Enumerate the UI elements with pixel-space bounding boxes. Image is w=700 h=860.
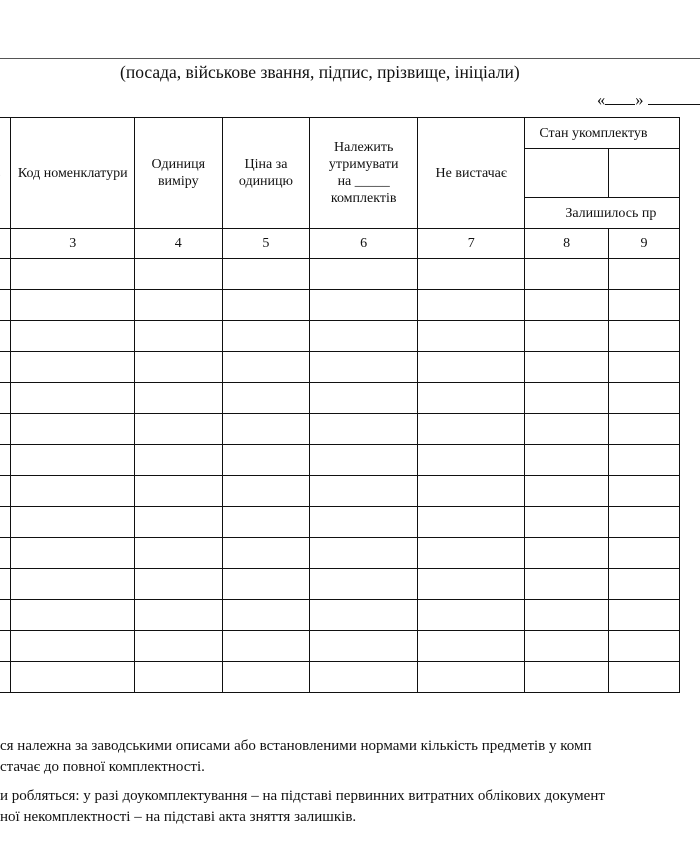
- table-cell[interactable]: [11, 662, 135, 693]
- table-cell[interactable]: [608, 631, 679, 662]
- table-cell[interactable]: [525, 538, 609, 569]
- table-row: [0, 445, 680, 476]
- caption-text: (посада, військове звання, підпис, прізвище, ініціали): [120, 62, 520, 82]
- footnote-line-1: ся належна за заводськими описами або встановленими нормами кількість предметів у комп: [0, 738, 592, 754]
- table-cell[interactable]: [11, 414, 135, 445]
- table-cell[interactable]: [134, 445, 222, 476]
- table-cell[interactable]: [608, 662, 679, 693]
- table-cell[interactable]: [525, 383, 609, 414]
- table-cell[interactable]: [0, 259, 11, 290]
- table-cell[interactable]: [608, 414, 679, 445]
- table-cell[interactable]: [134, 538, 222, 569]
- table-cell[interactable]: [222, 662, 310, 693]
- table-cell[interactable]: [310, 445, 418, 476]
- table-cell[interactable]: [608, 445, 679, 476]
- table-row: [0, 662, 680, 693]
- header-cell-state: Стан укомплектув: [525, 118, 680, 149]
- table-cell[interactable]: [418, 290, 525, 321]
- footnote-line-2: стачає до повної комплектності.: [0, 759, 205, 775]
- table-cell[interactable]: [525, 352, 609, 383]
- table-cell[interactable]: [418, 321, 525, 352]
- table-cell[interactable]: [418, 600, 525, 631]
- table-cell[interactable]: [134, 290, 222, 321]
- column-number-cell: 8: [525, 229, 609, 259]
- table-cell[interactable]: [310, 290, 418, 321]
- table-cell[interactable]: [0, 445, 11, 476]
- table-cell[interactable]: [418, 476, 525, 507]
- table-cell[interactable]: [525, 321, 609, 352]
- table-cell[interactable]: [134, 383, 222, 414]
- column-number-cell: 9: [608, 229, 679, 259]
- column-number-cell: [0, 229, 11, 259]
- table-cell[interactable]: [11, 445, 135, 476]
- table-cell[interactable]: [222, 538, 310, 569]
- header-cell-unit: Одиниця виміру: [134, 118, 222, 229]
- table-cell[interactable]: [11, 352, 135, 383]
- table-cell[interactable]: [310, 259, 418, 290]
- table-cell[interactable]: [222, 321, 310, 352]
- header-row-1: [0, 118, 680, 149]
- column-number-cell: 4: [134, 229, 222, 259]
- table-cell[interactable]: [11, 383, 135, 414]
- table-cell[interactable]: [222, 383, 310, 414]
- table-cell[interactable]: [418, 507, 525, 538]
- table-cell[interactable]: [0, 662, 11, 693]
- table-cell[interactable]: [418, 631, 525, 662]
- table-cell[interactable]: [608, 290, 679, 321]
- table-cell[interactable]: [11, 507, 135, 538]
- table-cell[interactable]: [608, 569, 679, 600]
- table-cell[interactable]: [310, 631, 418, 662]
- table-cell[interactable]: [608, 507, 679, 538]
- table-cell[interactable]: [525, 662, 609, 693]
- table-cell[interactable]: [134, 352, 222, 383]
- table-cell[interactable]: [418, 352, 525, 383]
- table-cell[interactable]: [134, 600, 222, 631]
- table-cell[interactable]: [0, 290, 11, 321]
- table-row: [0, 290, 680, 321]
- table-cell[interactable]: [0, 507, 11, 538]
- table-cell[interactable]: [310, 538, 418, 569]
- table-cell[interactable]: [222, 476, 310, 507]
- table-cell[interactable]: [608, 259, 679, 290]
- table-cell[interactable]: [11, 259, 135, 290]
- table-cell[interactable]: [418, 414, 525, 445]
- footnote-line-4: ної некомплектності – на підставі акта зняття залишків.: [0, 809, 357, 825]
- table-cell[interactable]: [222, 569, 310, 600]
- table-row: [0, 600, 680, 631]
- table-cell[interactable]: [222, 259, 310, 290]
- header-cell-missing: Не вистачає: [418, 118, 525, 229]
- table-row: [0, 414, 680, 445]
- table-cell[interactable]: [310, 507, 418, 538]
- header-cell-price: Ціна за одиницю: [222, 118, 310, 229]
- header-cell-state-sub2: [608, 149, 679, 198]
- table-cell[interactable]: [418, 538, 525, 569]
- table-cell[interactable]: [222, 507, 310, 538]
- table-cell[interactable]: [608, 321, 679, 352]
- table-cell[interactable]: [222, 414, 310, 445]
- signature-line: [0, 58, 700, 59]
- table-cell[interactable]: [0, 414, 11, 445]
- table-cell[interactable]: [525, 290, 609, 321]
- column-number-cell: 6: [310, 229, 418, 259]
- table-cell[interactable]: [222, 352, 310, 383]
- header-cell-due: Належить утримувати на _____ комплектів: [310, 118, 418, 229]
- table-cell[interactable]: [134, 662, 222, 693]
- table-row: [0, 383, 680, 414]
- table-cell[interactable]: [11, 600, 135, 631]
- table-cell[interactable]: [0, 538, 11, 569]
- table-cell[interactable]: [525, 507, 609, 538]
- table-row: [0, 352, 680, 383]
- table-cell[interactable]: [525, 569, 609, 600]
- table-cell[interactable]: [310, 414, 418, 445]
- table-cell[interactable]: [11, 538, 135, 569]
- date-open-quote: «: [597, 90, 606, 109]
- date-field: [597, 90, 700, 110]
- header-cell-state-sub1: [525, 149, 609, 198]
- table-cell[interactable]: [0, 631, 11, 662]
- column-number-cell: 3: [11, 229, 135, 259]
- table-row: [0, 259, 680, 290]
- table-row: [0, 507, 680, 538]
- table-cell[interactable]: [525, 631, 609, 662]
- table-cell[interactable]: [0, 352, 11, 383]
- table-cell[interactable]: [310, 662, 418, 693]
- table-cell[interactable]: [222, 445, 310, 476]
- table-cell[interactable]: [11, 290, 135, 321]
- header-cell-remaining: Залишилось пр: [525, 198, 680, 229]
- table-cell[interactable]: [310, 383, 418, 414]
- table-body: [0, 259, 680, 693]
- table-cell[interactable]: [11, 569, 135, 600]
- column-number-row: [0, 229, 680, 259]
- table-cell[interactable]: [310, 476, 418, 507]
- table-cell[interactable]: [310, 569, 418, 600]
- table-cell[interactable]: [134, 259, 222, 290]
- table-cell[interactable]: [222, 600, 310, 631]
- table-cell[interactable]: [418, 383, 525, 414]
- table-cell[interactable]: [525, 259, 609, 290]
- table-cell[interactable]: [608, 383, 679, 414]
- table-cell[interactable]: [418, 662, 525, 693]
- table-cell[interactable]: [134, 321, 222, 352]
- table-cell[interactable]: [608, 538, 679, 569]
- table-cell[interactable]: [222, 631, 310, 662]
- table-cell[interactable]: [418, 445, 525, 476]
- column-number-cell: 5: [222, 229, 310, 259]
- column-number-cell: 7: [418, 229, 525, 259]
- date-day-blank: [605, 92, 635, 105]
- table-row: [0, 569, 680, 600]
- table-cell[interactable]: [418, 569, 525, 600]
- table-cell[interactable]: [525, 600, 609, 631]
- table-cell[interactable]: [11, 321, 135, 352]
- table-cell[interactable]: [134, 569, 222, 600]
- table-cell[interactable]: [134, 476, 222, 507]
- table-cell[interactable]: [11, 476, 135, 507]
- table-cell[interactable]: [222, 290, 310, 321]
- table-cell[interactable]: [310, 352, 418, 383]
- table-cell[interactable]: [608, 600, 679, 631]
- footnote-line-3: и робляться: у разі доукомплектування – на підставі первинних витратних облікових документ: [0, 788, 605, 804]
- table-cell[interactable]: [134, 507, 222, 538]
- table-cell[interactable]: [310, 321, 418, 352]
- table-cell[interactable]: [310, 600, 418, 631]
- inventory-table: [0, 117, 680, 693]
- date-month-blank: [648, 92, 700, 105]
- table-row: [0, 321, 680, 352]
- table-row: [0, 631, 680, 662]
- table-cell[interactable]: [0, 569, 11, 600]
- table-cell[interactable]: [525, 414, 609, 445]
- table-cell[interactable]: [418, 259, 525, 290]
- header-cell-col2: [0, 118, 11, 229]
- header-cell-code: Код номенклатури: [11, 118, 135, 229]
- table-cell[interactable]: [608, 352, 679, 383]
- table-row: [0, 538, 680, 569]
- table-cell[interactable]: [0, 383, 11, 414]
- table-cell[interactable]: [134, 631, 222, 662]
- table-cell[interactable]: [0, 321, 11, 352]
- date-close-quote: »: [635, 90, 644, 109]
- table-cell[interactable]: [525, 445, 609, 476]
- table-row: [0, 476, 680, 507]
- table-cell[interactable]: [11, 631, 135, 662]
- table-cell[interactable]: [525, 476, 609, 507]
- table-cell[interactable]: [0, 600, 11, 631]
- table-cell[interactable]: [608, 476, 679, 507]
- table-cell[interactable]: [0, 476, 11, 507]
- table-cell[interactable]: [134, 414, 222, 445]
